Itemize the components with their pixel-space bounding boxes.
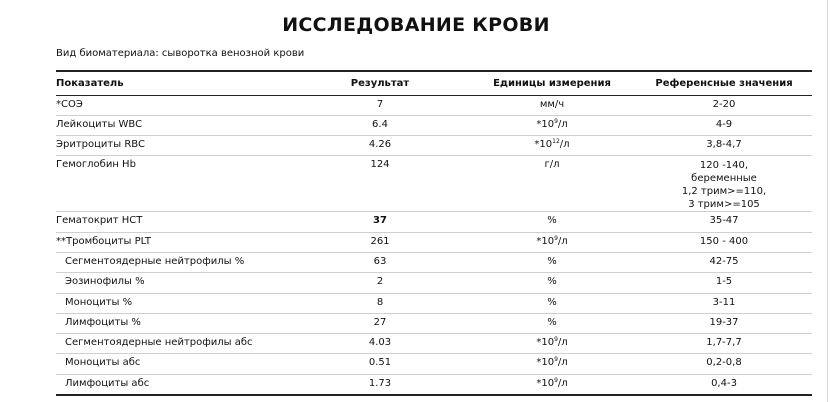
row-reference [636,156,812,212]
table-row [56,334,812,354]
row-reference [636,115,812,135]
unit-base: *10 [536,235,555,247]
unit-tail: /л [557,377,568,389]
table-row [56,115,812,135]
row-result: 7 [292,95,468,115]
row-name: Сегментоядерные нейтрофилы % [56,252,292,272]
reference-line: 150 - 400 [699,235,749,247]
row-reference [636,354,812,374]
unit-exponent: 9 [554,117,558,125]
reference-line: 19-37 [709,316,739,328]
table-row [56,354,812,374]
row-reference [636,252,812,272]
unit-base: г/л [544,159,560,171]
row-result: 261 [292,232,468,252]
row-unit [468,374,636,394]
row-unit [468,293,636,313]
row-unit [468,334,636,354]
row-name: Эозинофилы % [56,273,292,293]
row-name: Гемоглобин Hb [56,156,292,212]
row-result: 4.03 [292,334,468,354]
row-reference [636,273,812,293]
unit-base: % [547,215,557,227]
row-reference [636,136,812,156]
row-name: Моноциты абс [56,354,292,374]
row-unit [468,136,636,156]
row-reference [636,313,812,333]
reference-line: 0,4-3 [711,377,737,389]
unit-tail: /л [557,357,568,369]
unit-base: *10 [536,357,555,369]
row-unit [468,313,636,333]
table-row [56,136,812,156]
unit-base: мм/ч [539,98,565,110]
unit-exponent: 9 [554,356,558,364]
unit-exponent: 12 [552,138,560,146]
row-reference [636,334,812,354]
unit-exponent: 9 [554,234,558,242]
unit-base: % [547,296,557,308]
reference-line: 4-9 [715,118,733,130]
row-result: 0.51 [292,354,468,374]
results-table [56,70,812,396]
row-name: Эритроциты RBC [56,136,292,156]
header-unit: Единицы измерения [468,71,636,95]
reference-line: беременные [691,173,757,185]
unit-base: *10 [536,377,555,389]
table-row [56,252,812,272]
row-unit [468,115,636,135]
reference-line: 3 трим>=105 [688,199,760,211]
reference-line: 3,8-4,7 [706,139,742,151]
table-row [56,232,812,252]
row-reference [636,232,812,252]
unit-tail: /л [557,235,568,247]
reference-line: 1,7-7,7 [706,337,742,349]
header-name: Показатель [56,71,292,95]
row-name: Гематокрит HCT [56,212,292,232]
table-row [56,273,812,293]
row-name: Моноциты % [56,293,292,313]
row-unit [468,252,636,272]
row-result: 6.4 [292,115,468,135]
reference-line: 35-47 [709,215,739,227]
row-result: 4.26 [292,136,468,156]
row-unit [468,212,636,232]
reference-line: 2-20 [712,98,736,110]
row-result: 37 [292,212,468,232]
reference-line: 42-75 [709,255,739,267]
page-title: ИССЛЕДОВАНИЕ КРОВИ [282,14,550,36]
row-result: 8 [292,293,468,313]
row-reference [636,293,812,313]
unit-base: % [547,316,557,328]
reference-line: 120 -140, [699,160,749,172]
row-result: 2 [292,273,468,293]
table-row [56,156,812,212]
row-reference [636,212,812,232]
unit-exponent: 9 [554,336,558,344]
row-unit [468,273,636,293]
table-row [56,313,812,333]
row-unit [468,232,636,252]
unit-base: % [547,255,557,267]
reference-line: 1-5 [715,276,733,288]
unit-tail: /л [559,139,570,151]
table-row [56,293,812,313]
row-name: Сегментоядерные нейтрофилы абс [56,334,292,354]
row-name: **Тромбоциты PLT [56,232,292,252]
unit-exponent: 9 [554,376,558,384]
row-result: 27 [292,313,468,333]
unit-base: *10 [534,139,553,151]
page-edge-divider [827,0,828,402]
row-result: 124 [292,156,468,212]
unit-base: *10 [536,337,555,349]
unit-tail: /л [557,118,568,130]
biomaterial-caption: Вид биоматериала: сыворотка венозной крови [56,48,305,59]
header-reference: Референсные значения [636,71,812,95]
row-unit [468,156,636,212]
reference-line: 1,2 трим>=110, [681,186,767,198]
row-unit [468,354,636,374]
reference-line: 3-11 [712,296,736,308]
table-header-row [56,71,812,95]
header-result: Результат [292,71,468,95]
row-name: Лейкоциты WBC [56,115,292,135]
row-name: *СОЭ [56,95,292,115]
row-unit [468,95,636,115]
row-result: 63 [292,252,468,272]
table-row [56,212,812,232]
unit-base: *10 [536,118,555,130]
row-name: Лимфоциты % [56,313,292,333]
row-reference [636,95,812,115]
row-result: 1.73 [292,374,468,394]
table-row [56,374,812,394]
row-reference [636,374,812,394]
reference-line: 0,2-0,8 [706,357,742,369]
row-name: Лимфоциты абс [56,374,292,394]
unit-tail: /л [557,337,568,349]
table-row [56,95,812,115]
unit-base: % [547,276,557,288]
